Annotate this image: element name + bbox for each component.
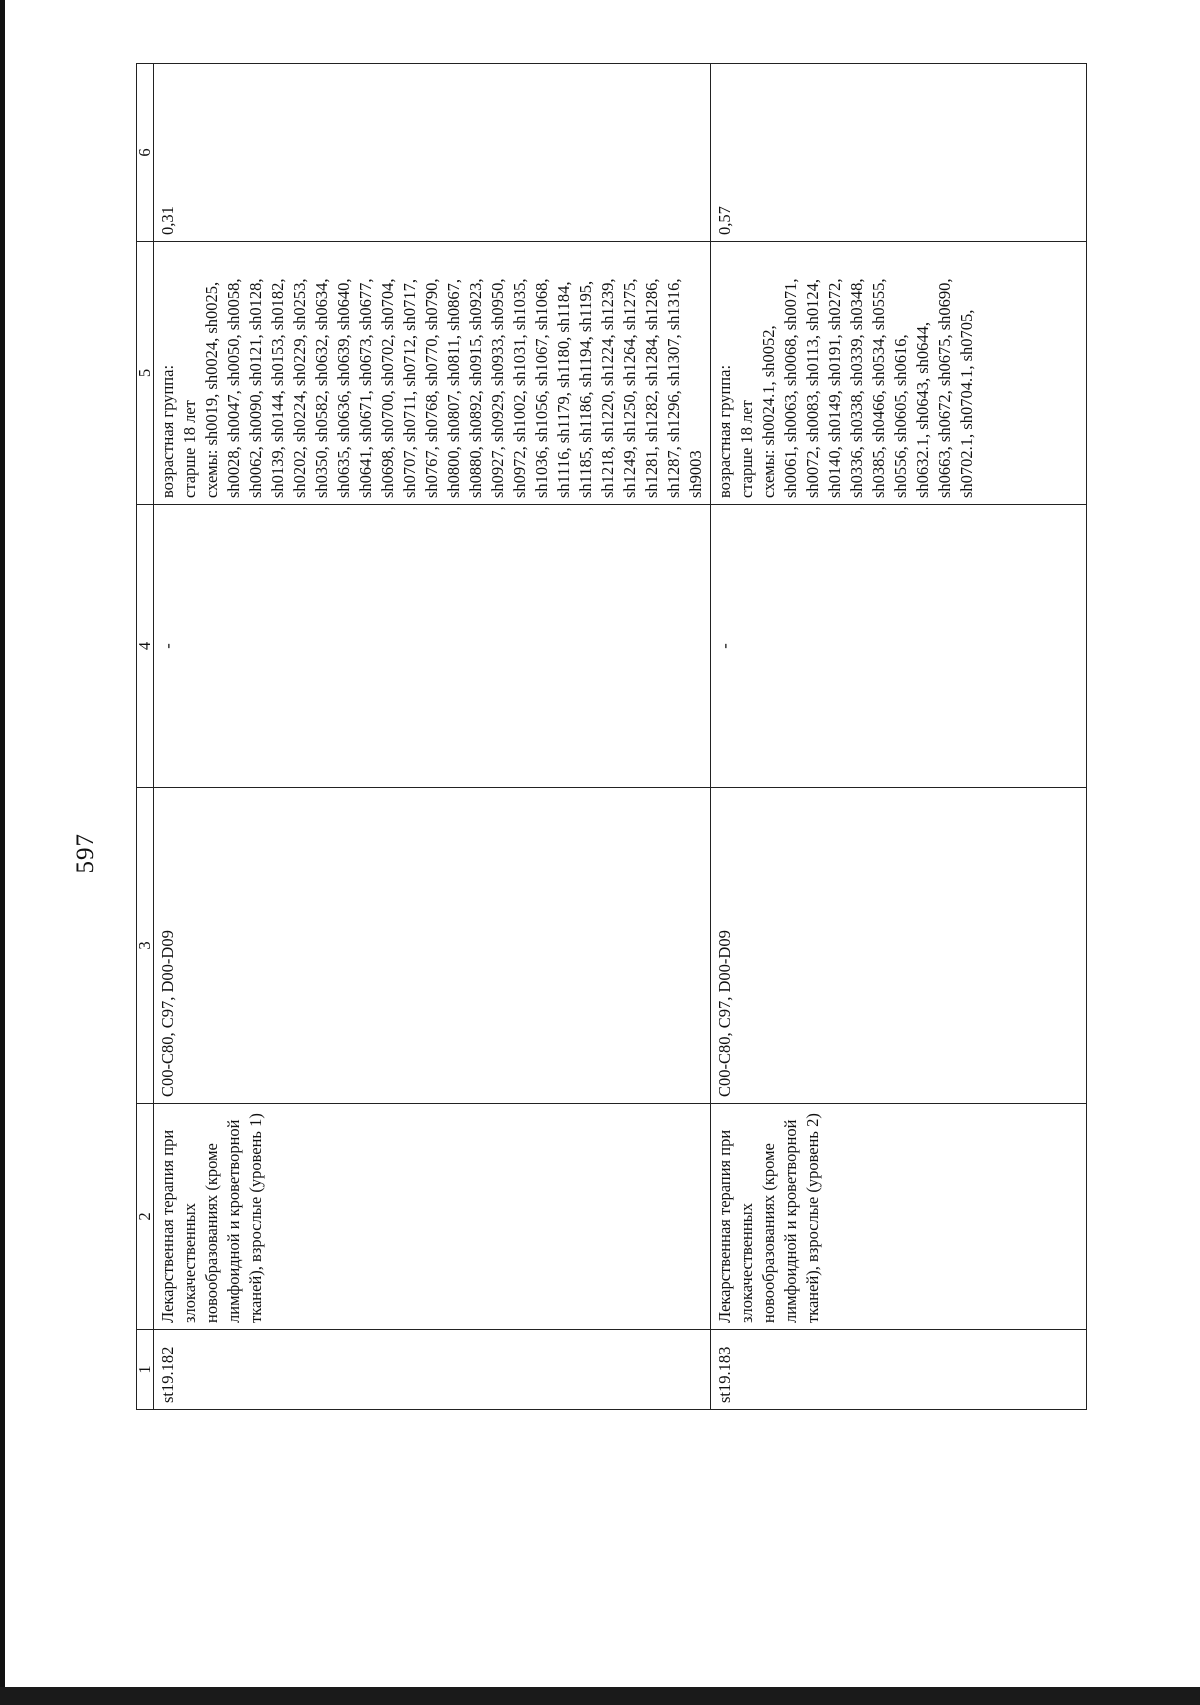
criteria-line: sh0635, sh0636, sh0639, sh0640, xyxy=(334,278,353,498)
table-header-row xyxy=(137,64,154,1410)
row-code: st19.183 xyxy=(711,1330,1087,1410)
criteria-line: sh9003 xyxy=(686,450,705,498)
criteria-line: sh1116, sh1179, sh1180, sh1184, xyxy=(554,281,573,498)
column-header-3: 3 xyxy=(137,788,154,1104)
row-col4: - xyxy=(154,505,711,788)
criteria-line: sh0702.1, sh0704.1, sh0705, xyxy=(957,309,976,498)
criteria-line: sh0139, sh0144, sh0153, sh0182, xyxy=(268,278,287,498)
row-name: Лекарственная терапия при злокачественных новообразованиях (кроме лимфоидной и кроветворной тканей), взрослые (уровень 2) xyxy=(711,1104,1087,1330)
criteria-line: схемы: sh0024.1, sh0052, xyxy=(759,325,778,498)
criteria-line: sh0072, sh0083, sh0113, sh0124, xyxy=(803,279,822,498)
criteria-line: возрастная группа: xyxy=(715,364,734,498)
row-criteria xyxy=(711,242,1087,505)
criteria-line: sh1185, sh1186, sh1194, sh1195, xyxy=(576,280,595,498)
criteria-line: sh0140, sh0149, sh0191, sh0272, xyxy=(825,278,844,498)
column-header-4: 4 xyxy=(137,505,154,788)
criteria-line: sh0385, sh0466, sh0534, sh0555, xyxy=(869,278,888,498)
row-coefficient: 0,31 xyxy=(154,64,711,242)
row-criteria xyxy=(154,242,711,505)
page-number: 597 xyxy=(72,833,99,874)
criteria-line: sh0663, sh0672, sh0675, sh0690, xyxy=(935,278,954,498)
row-name: Лекарственная терапия при злокачественных новообразованиях (кроме лимфоидной и кроветворной тканей), взрослые (уровень 1) xyxy=(154,1104,711,1330)
criteria-line: sh0202, sh0224, sh0229, sh0253, xyxy=(290,278,309,498)
criteria-line: sh0927, sh0929, sh0933, sh0950, xyxy=(488,278,507,498)
criteria-line: схемы: sh0019, sh0024, sh0025, xyxy=(202,281,221,498)
criteria-line: sh0556, sh0605, sh0616, xyxy=(891,334,910,498)
tariff-table xyxy=(136,63,1087,1410)
criteria-line: sh0028, sh0047, sh0050, sh0058, xyxy=(224,278,243,498)
criteria-line: sh0707, sh0711, sh0712, sh0717, xyxy=(400,279,419,498)
row-code: st19.182 xyxy=(154,1330,711,1410)
criteria-line: sh0350, sh0582, sh0632, sh0634, xyxy=(312,278,331,498)
column-header-5: 5 xyxy=(137,242,154,505)
criteria-line: sh1281, sh1282, sh1284, sh1286, xyxy=(642,278,661,498)
row-icd-codes: C00-C80, C97, D00-D09 xyxy=(154,788,711,1104)
criteria-line: sh0880, sh0892, sh0915, sh0923, xyxy=(466,278,485,498)
criteria-line: sh1249, sh1250, sh1264, sh1275, xyxy=(620,278,639,498)
criteria-line: sh0061, sh0063, sh0068, sh0071, xyxy=(781,278,800,498)
criteria-line: sh0767, sh0768, sh0770, sh0790, xyxy=(422,278,441,498)
criteria-line: sh0698, sh0700, sh0702, sh0704, xyxy=(378,278,397,498)
criteria-line: sh1287, sh1296, sh1307, sh1316, xyxy=(664,278,683,498)
criteria-line: sh0641, sh0671, sh0673, sh0677, xyxy=(356,278,375,498)
criteria-line: sh1036, sh1056, sh1067, sh1068, xyxy=(532,278,551,498)
column-header-2: 2 xyxy=(137,1104,154,1330)
column-header-6: 6 xyxy=(137,64,154,242)
row-icd-codes: C00-C80, C97, D00-D09 xyxy=(711,788,1087,1104)
criteria-line: старше 18 лет xyxy=(737,400,756,498)
criteria-line: sh0336, sh0338, sh0339, sh0348, xyxy=(847,278,866,498)
criteria-line: sh0972, sh1002, sh1031, sh1035, xyxy=(510,278,529,498)
row-coefficient: 0,57 xyxy=(711,64,1087,242)
row-col4: - xyxy=(711,505,1087,788)
column-header-1: 1 xyxy=(137,1330,154,1410)
criteria-line: sh0062, sh0090, sh0121, sh0128, xyxy=(246,278,265,498)
criteria-line: sh1218, sh1220, sh1224, sh1239, xyxy=(598,278,617,498)
criteria-line: sh0800, sh0807, sh0811, sh0867, xyxy=(444,279,463,498)
criteria-line: возрастная группа: xyxy=(158,364,177,498)
table-row xyxy=(154,64,711,1410)
criteria-line: sh0632.1, sh0643, sh0644, xyxy=(913,321,932,498)
criteria-line: старше 18 лет xyxy=(180,400,199,498)
table-row xyxy=(711,64,1087,1410)
